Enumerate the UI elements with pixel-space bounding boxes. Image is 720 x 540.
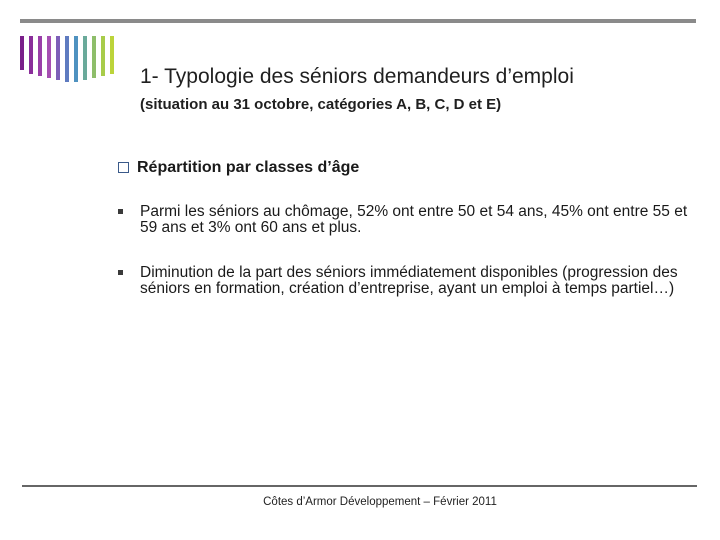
checkbox-bullet-icon (118, 162, 129, 173)
bullet-text: Parmi les séniors au chômage, 52% ont entre 50 et 54 ans, 45% ont entre 55 et 59 ans et 3% ont 60 ans et plus. (140, 203, 688, 236)
decorative-stripe (110, 36, 114, 74)
section-heading (118, 158, 698, 178)
decorative-stripe (92, 36, 96, 78)
bullet-item-availability-decline (118, 265, 698, 297)
decorative-stripes (20, 36, 130, 84)
square-bullet-icon (118, 209, 123, 214)
slide-title: 1- Typologie des séniors demandeurs d’emploi (140, 65, 574, 88)
footer-text: Côtes d’Armor Développement – Février 2011 (263, 496, 497, 508)
decorative-stripe (65, 36, 69, 82)
section-heading-text: Répartition par classes d’âge (137, 159, 360, 176)
decorative-stripe (56, 36, 60, 80)
bullet-item-age-distribution (118, 204, 698, 236)
decorative-stripe (74, 36, 78, 82)
slide-subtitle: (situation au 31 octobre, catégories A, B, C, D et E) (140, 96, 502, 113)
decorative-stripe (20, 36, 24, 70)
decorative-stripe (38, 36, 42, 76)
bottom-rule (22, 485, 697, 487)
decorative-stripe (101, 36, 105, 76)
bullet-text: Diminution de la part des séniors immédiatement disponibles (progression des séniors en formation, création d’entreprise, ayant un emploi à temps partiel…) (140, 264, 678, 297)
square-bullet-icon (118, 270, 123, 275)
decorative-stripe (29, 36, 33, 74)
decorative-stripe (47, 36, 51, 78)
top-rule (20, 19, 696, 23)
decorative-stripe (83, 36, 87, 80)
